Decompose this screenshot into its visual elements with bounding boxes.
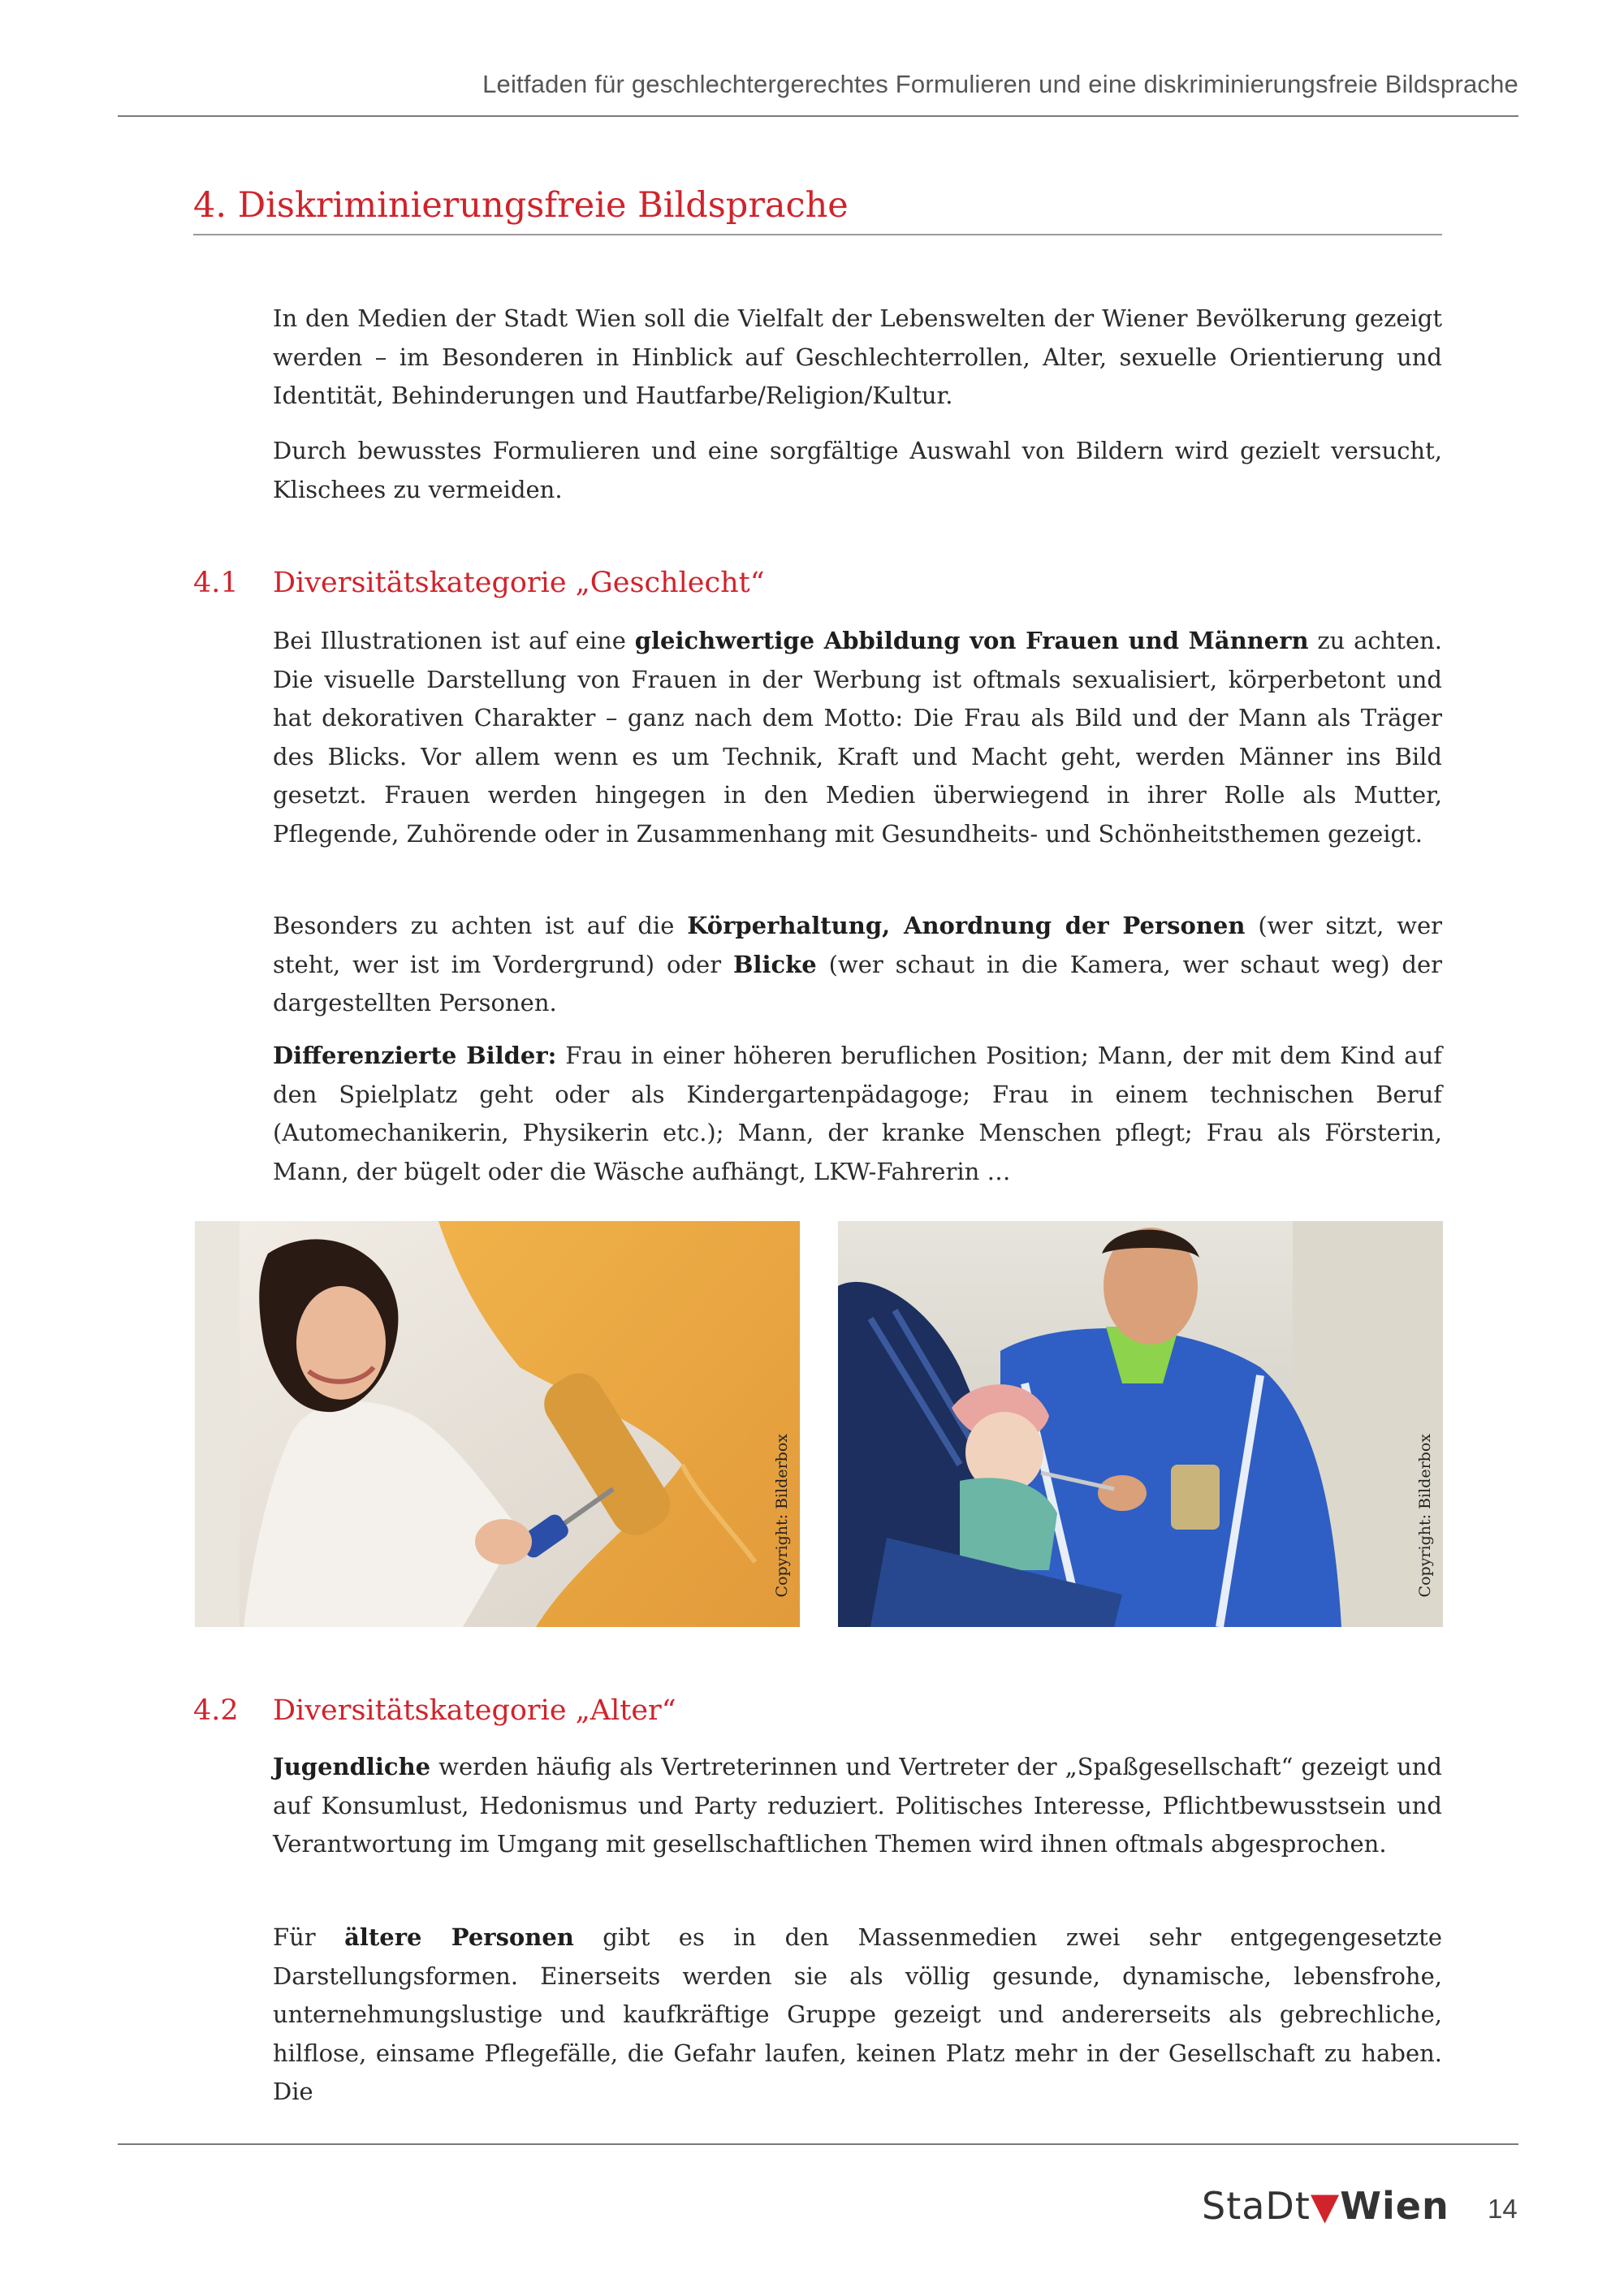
s41-paragraph-2 — [273, 907, 1442, 1023]
photo-man-feeding-child-illustration — [838, 1221, 1443, 1627]
footer-rule — [118, 2143, 1518, 2145]
s41-paragraph-3 — [273, 1037, 1442, 1191]
emphasis: ältere Personen — [344, 1923, 574, 1951]
logo-text-2: Wien — [1340, 2184, 1449, 2228]
subsection-heading-4-1 — [193, 567, 765, 599]
s42-paragraph-2 — [273, 1918, 1442, 2112]
text: Frau in einer höheren beruflichen Position; Mann, der mit dem Kind auf den Spielplatz geht oder als Kindergartenpädagoge; Frau in einem technischen Beruf (Automechanikerin, Physikerin etc.); Mann, der kranke Menschen pflegt; Frau als Försterin, Mann, der bügelt oder die Wäsche aufhängt, LKW-Fahrerin … — [273, 1042, 1443, 1185]
photo-credit-left: Copyright: Bilderbox — [773, 1434, 791, 1598]
text: Bei Illustrationen ist auf eine — [273, 627, 635, 654]
vienna-crest-icon: ▼ — [1310, 2184, 1341, 2228]
emphasis: Jugendliche — [273, 1753, 431, 1780]
page-number: 14 — [1488, 2194, 1518, 2224]
emphasis: Körperhaltung, Anordnung der Personen — [687, 912, 1246, 939]
logo-text: StaDt — [1202, 2184, 1311, 2228]
text: zu achten. Die visuelle Darstellung von Frauen in der Werbung ist oftmals sexualisiert, körperbetont und hat dekorativen Charakter – ganz nach dem Motto: Die Frau als Bild und der Mann als Träger des Blicks. Vor allem wenn es um Technik, Kraft und Macht geht, werden Männer ins Bild gesetzt. Frauen werden hingegen in den Medien überwiegend in ihrer Rolle als Mutter, Pflegende, Zuhörende oder in Zusammenhang mit Gesundheits- und Schönheitsthemen gezeigt. — [273, 627, 1443, 848]
photo-man-feeding-child — [838, 1221, 1443, 1627]
s42-paragraph-1 — [273, 1748, 1442, 1864]
running-header: Leitfaden für geschlechtergerechtes Formulieren und eine diskriminierungsfreie Bildsprache — [482, 70, 1518, 98]
emphasis: gleichwertige Abbildung von Frauen und Männern — [634, 627, 1309, 654]
subsection-number: 4.2 — [193, 1694, 239, 1727]
subsection-heading-4-2 — [193, 1694, 676, 1727]
stadt-wien-logo — [1202, 2184, 1449, 2228]
s41-paragraph-1 — [273, 622, 1442, 853]
section-title-rule — [193, 234, 1442, 235]
photo-woman-painting — [195, 1221, 800, 1627]
intro-paragraph-1: In den Medien der Stadt Wien soll die Vielfalt der Lebenswelten der Wiener Bevölkerung gezeigt werden – im Besonderen in Hinblick auf Geschlechterrollen, Alter, sexuelle Orientierung und Identität, Behinderungen und Hautfarbe/Religion/Kultur. — [273, 304, 1442, 409]
emphasis: Blicke — [732, 950, 817, 978]
text: (wer sitzt, wer steht, wer ist im Vordergrund) oder — [273, 912, 1442, 978]
photo-woman-painting-illustration — [195, 1221, 800, 1627]
intro-paragraph-2: Durch bewusstes Formulieren und eine sorgfältige Auswahl von Bildern wird gezielt versucht, Klischees zu vermeiden. — [273, 437, 1442, 503]
photo-credit-right: Copyright: Bilderbox — [1416, 1434, 1434, 1598]
subsection-title: Diversitätskategorie „Geschlecht“ — [273, 567, 765, 599]
text: Besonders zu achten ist auf die — [273, 912, 688, 939]
text: werden häufig als Vertreterinnen und Vertreter der „Spaßgesellschaft“ gezeigt und auf Konsumlust, Hedonismus und Party reduziert. Politisches Interesse, Pflichtbewusstsein und Verantwortung im Umgang mit gesellschaftlichen Themen wird ihnen oftmals abgesprochen. — [273, 1753, 1442, 1858]
subsection-number: 4.1 — [193, 567, 239, 599]
header-rule — [118, 115, 1518, 117]
section-title: 4. Diskriminierungsfreie Bildsprache — [193, 185, 849, 226]
text: Für — [273, 1923, 345, 1951]
subsection-title: Diversitätskategorie „Alter“ — [273, 1694, 676, 1727]
text: (wer schaut in die Kamera, wer schaut weg) der dargestellten Personen. — [273, 950, 1442, 1016]
emphasis: Differenzierte Bilder: — [273, 1042, 557, 1069]
text: gibt es in den Massenmedien zwei sehr entgegengesetzte Darstellungsformen. Einerseits werden sie als völlig gesunde, dynamische, lebensfrohe, unternehmungslustige und kaufkräftige Gruppe gezeigt und andererseits als gebrechliche, hilflose, einsame Pflegefälle, die Gefahr laufen, keinen Platz mehr in der Gesellschaft zu haben. Die — [273, 1923, 1442, 2105]
